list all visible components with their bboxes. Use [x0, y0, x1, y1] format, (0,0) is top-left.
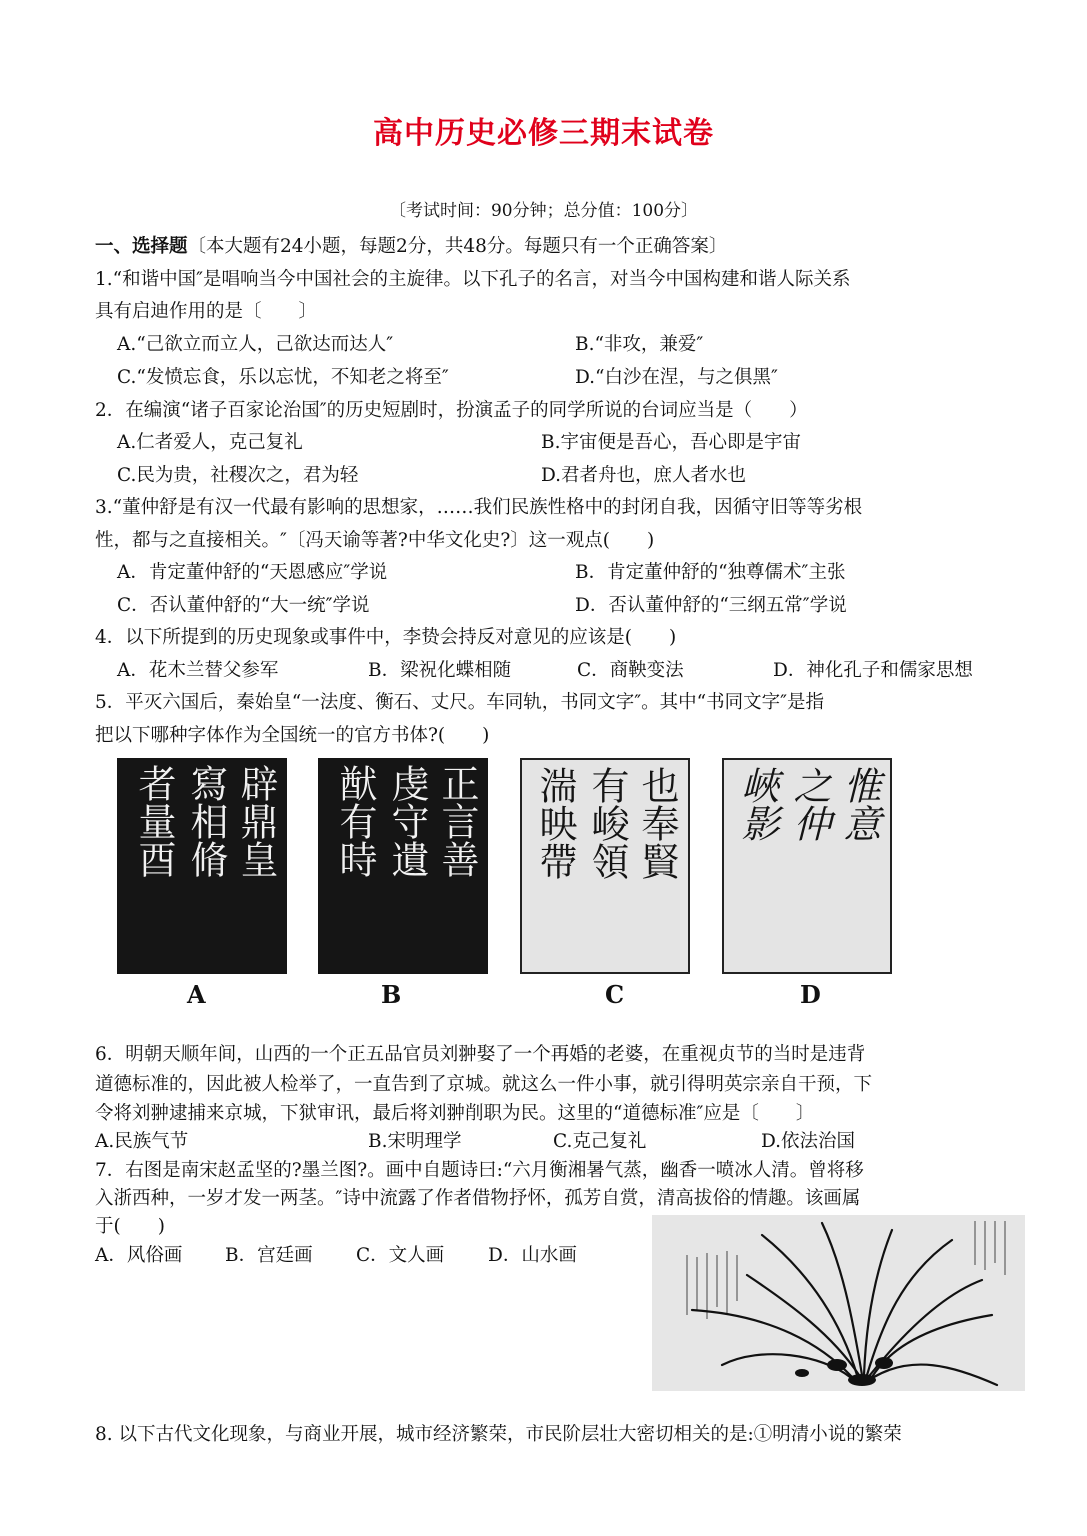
- q6-option-d: D.依法治国: [761, 1131, 856, 1152]
- section-title: 一、选择题: [95, 236, 188, 257]
- q7-option-a: A．风俗画: [95, 1245, 183, 1266]
- q2-option-c: C.民为贵，社稷次之，君为轻: [117, 465, 359, 486]
- page-title: 高中历史必修三期末试卷: [373, 116, 714, 151]
- exam-info: 〔考试时间：90分钟；总分值：100分〕: [388, 201, 699, 221]
- q2-stem: 2．在编演“诸子百家论治国″的历史短剧时，扮演孟子的同学所说的台词应当是（ ）: [95, 400, 808, 421]
- q5-stem-line2: 把以下哪种字体作为全国统一的官方书体?( ): [95, 725, 490, 746]
- q7-stem-line3: 于( ): [95, 1216, 165, 1237]
- q1-option-a: A.“己欲立而立人，己欲达而达人″: [117, 334, 394, 355]
- q7-option-c: C．文人画: [356, 1245, 445, 1266]
- q3-option-d: D．否认董仲舒的“三纲五常″学说: [575, 595, 847, 616]
- q4-option-d: D．神化孔子和儒家思想: [773, 660, 973, 681]
- calligraphy-image-d: 惟意 之仲 峽影: [722, 758, 892, 974]
- q1-option-b: B.“非攻，兼爱″: [575, 334, 704, 355]
- q2-option-b: B.宇宙便是吾心，吾心即是宇宙: [541, 432, 801, 453]
- q7-stem-line1: 7．右图是南宋赵孟坚的?墨兰图?。画中自题诗曰:“六月衡湘暑气蒸，幽香一喷冰人清。曾将移: [95, 1160, 864, 1181]
- q3-option-b: B．肯定董仲舒的“独尊儒术″主张: [575, 562, 846, 583]
- q6-stem-line3: 令将刘翀逮捕来京城，下狱审讯，最后将刘翀削职为民。这里的“道德标准″应是〔 〕: [95, 1103, 815, 1124]
- q3-option-a: A．肯定董仲舒的“天恩感应″学说: [117, 562, 388, 583]
- caption-a: A: [187, 980, 206, 1009]
- q6-option-b: B.宋明理学: [368, 1131, 462, 1152]
- section-note: 〔本大题有24小题，每题2分，共48分。每题只有一个正确答案〕: [187, 236, 728, 257]
- caption-b: B: [381, 980, 402, 1009]
- q3-stem-line1: 3.“董仲舒是有汉一代最有影响的思想家，……我们民族性格中的封闭自我，因循守旧等等劣根: [95, 497, 863, 518]
- q7-option-b: B．宫廷画: [225, 1245, 313, 1266]
- q1-option-d: D.“白沙在涅，与之俱黑″: [575, 367, 778, 388]
- q4-option-c: C．商鞅变法: [577, 660, 684, 681]
- q4-option-b: B．梁祝化蝶相随: [368, 660, 512, 681]
- calligraphy-image-b: 正言善 虔守遺 猷有時: [318, 758, 488, 974]
- q5-stem-line1: 5．平灭六国后，秦始皇“一法度、衡石、丈尺。车同轨，书同文字″。其中“书同文字″是指: [95, 692, 825, 713]
- q6-stem-line1: 6．明朝天顺年间，山西的一个正五品官员刘翀娶了一个再婚的老婆，在重视贞节的当时是违背: [95, 1044, 866, 1065]
- q7-option-d: D．山水画: [488, 1245, 577, 1266]
- q8-stem-line1: 8. 以下古代文化现象，与商业开展，城市经济繁荣，市民阶层壮大密切相关的是:①明清小说的繁荣: [95, 1424, 902, 1445]
- orchid-painting-image: [652, 1215, 1025, 1391]
- q1-option-c: C.“发愤忘食，乐以忘忧，不知老之将至″: [117, 367, 449, 388]
- q4-option-a: A．花木兰替父参军: [117, 660, 279, 681]
- q2-option-a: A.仁者爱人，克己复礼: [117, 432, 303, 453]
- caption-d: D: [800, 980, 821, 1009]
- q1-stem-line2: 具有启迪作用的是〔 〕: [95, 301, 318, 322]
- q6-option-a: A.民族气节: [95, 1131, 189, 1152]
- caption-c: C: [605, 980, 625, 1009]
- q6-option-c: C.克己复礼: [553, 1131, 647, 1152]
- orchid-painting-svg: [652, 1215, 1025, 1391]
- q3-stem-line2: 性，都与之直接相关。″〔冯天谕等著?中华文化史?〕这一观点( ): [95, 530, 655, 551]
- calligraphy-image-c: 也奉賢 有峻領 湍映帶: [520, 758, 690, 974]
- q6-stem-line2: 道德标准的，因此被人检举了，一直告到了京城。就这么一件小事，就引得明英宗亲自干预，下: [95, 1074, 873, 1095]
- q3-option-c: C．否认董仲舒的“大一统″学说: [117, 595, 370, 616]
- q2-option-d: D.君者舟也，庶人者水也: [541, 465, 747, 486]
- q4-stem: 4．以下所提到的历史现象或事件中，李贽会持反对意见的应该是( ): [95, 627, 677, 648]
- q7-stem-line2: 入浙西种，一岁才发一两茎。″诗中流露了作者借物抒怀，孤芳自赏，清高拔俗的情趣。该画属: [95, 1188, 861, 1209]
- section-heading: [95, 232, 727, 258]
- calligraphy-image-a: 辟鼎皇 寫相脩 者量酉: [117, 758, 287, 974]
- q1-stem-line1: 1.“和谐中国″是唱响当今中国社会的主旋律。以下孔子的名言，对当今中国构建和谐人际关系: [95, 269, 851, 290]
